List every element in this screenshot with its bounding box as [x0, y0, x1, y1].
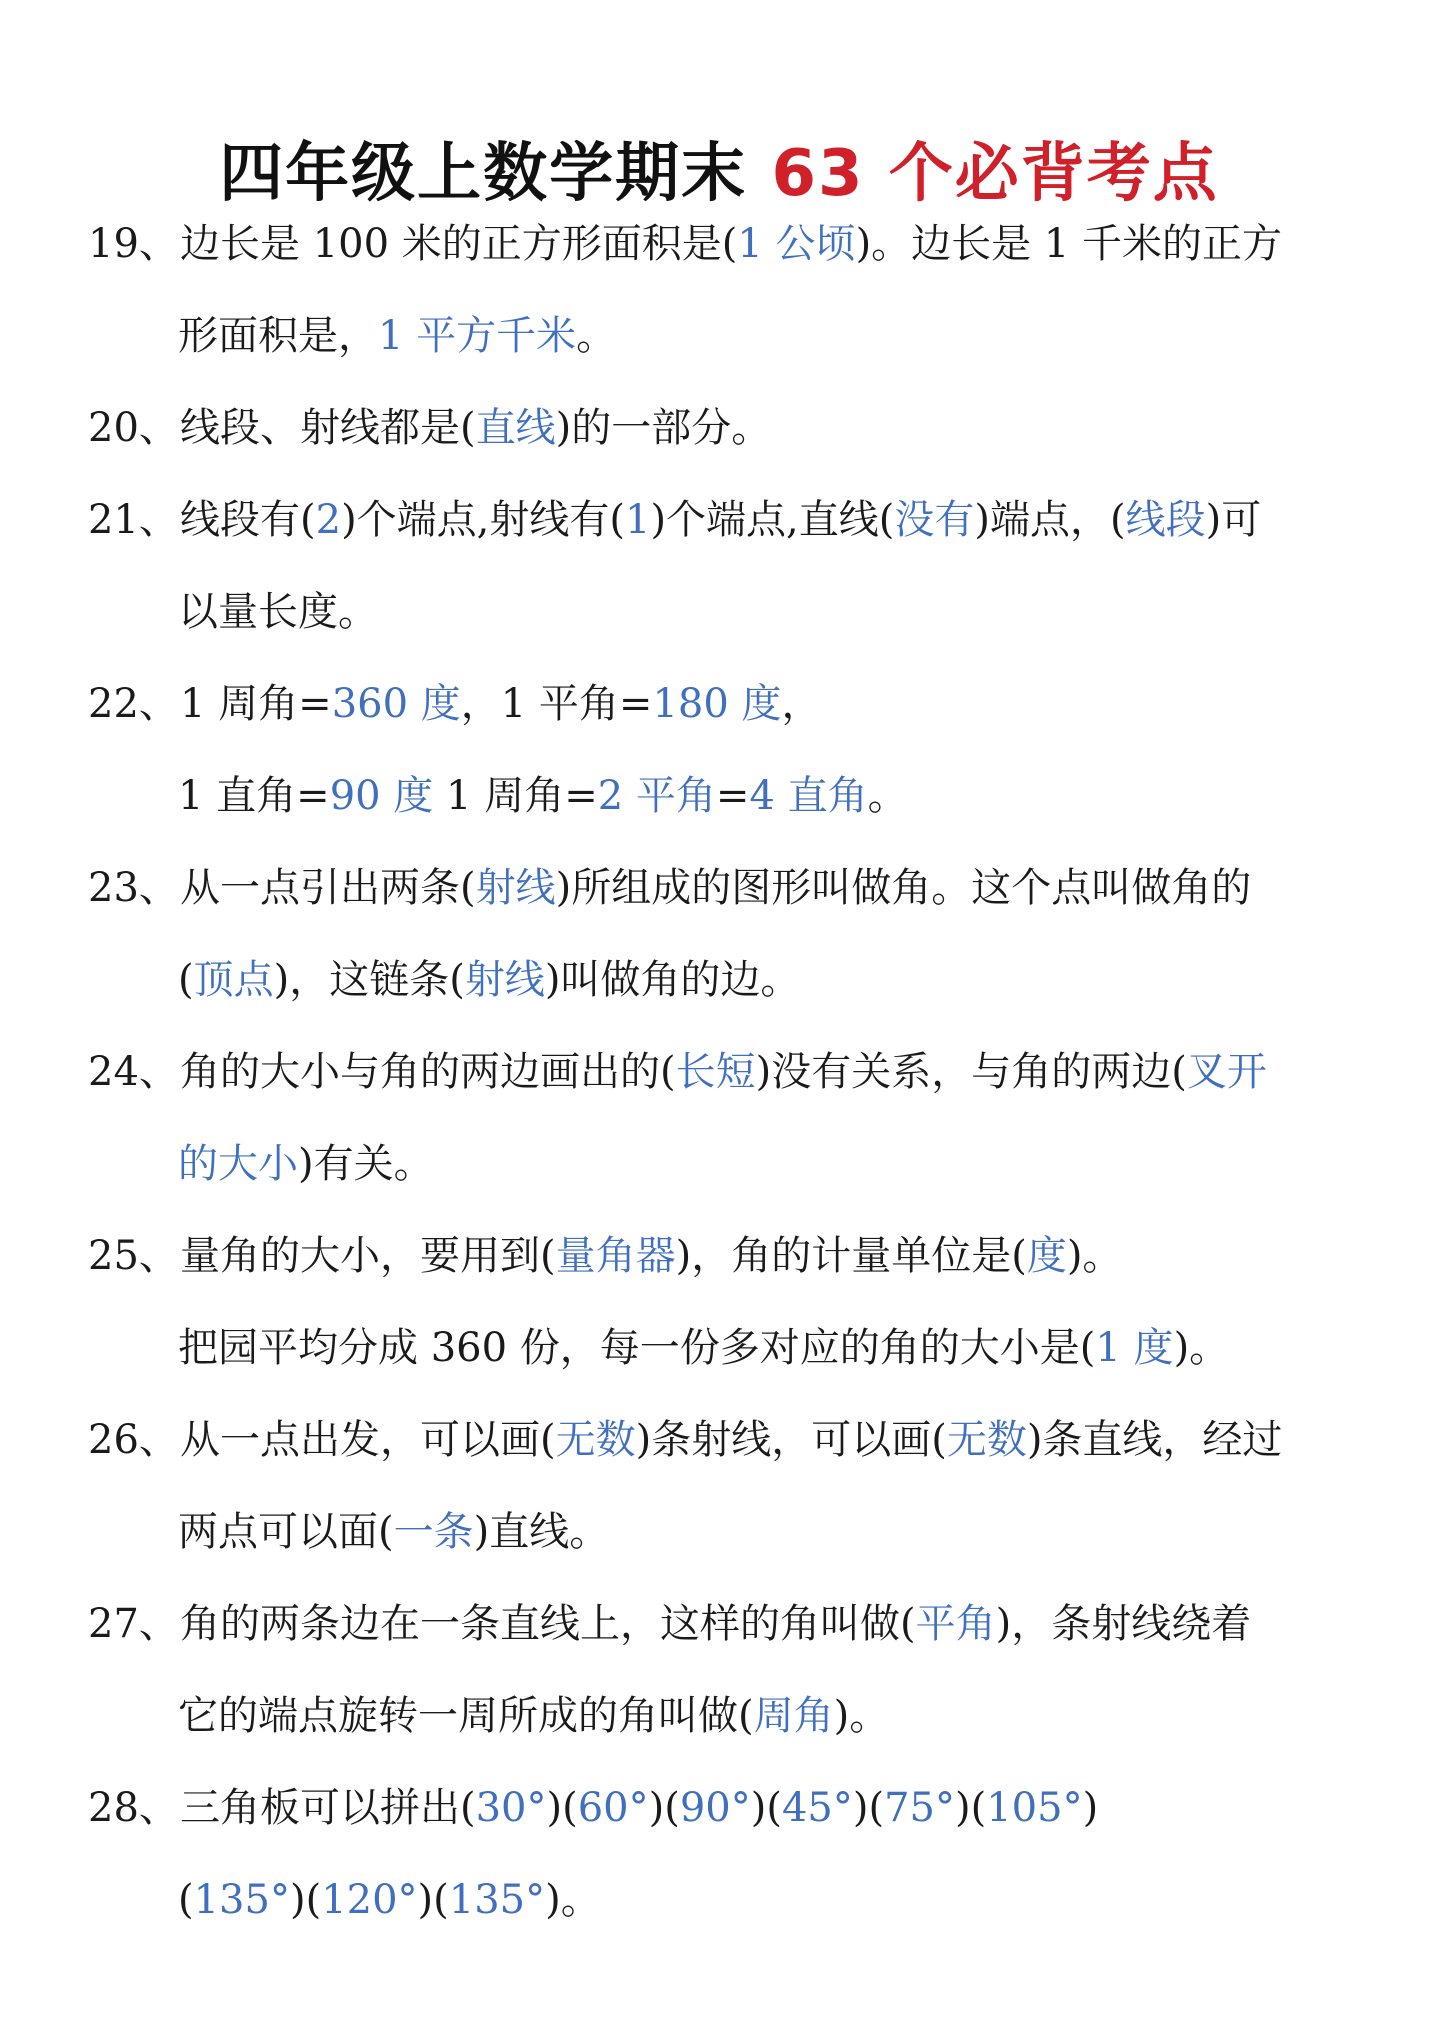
answer-text: 360 度	[331, 681, 461, 727]
answer-text: 1 度	[1095, 1325, 1174, 1371]
key-points-list	[0, 198, 1438, 1946]
statement-text: 以量长度。	[178, 589, 378, 635]
item-first-line	[0, 658, 1438, 750]
item-number-value: 28	[88, 1785, 139, 1831]
item-number-value: 22	[88, 681, 139, 727]
answer-text: 叉开	[1186, 1049, 1267, 1095]
statement-text: )。边长是 1 千米的正方	[855, 221, 1283, 267]
answer-text: 射线	[464, 957, 545, 1003]
answer-text: 没有	[894, 497, 975, 543]
item-continuation-line	[0, 1118, 1438, 1210]
item-first-line	[0, 1762, 1438, 1854]
item-continuation-line	[0, 566, 1438, 658]
answer-text: 度	[1026, 1233, 1067, 1279]
statement-text: )个端点,射线有(	[341, 497, 625, 543]
statement-text: 。	[867, 773, 908, 819]
statement-text: 1 周角=	[433, 773, 598, 819]
statement-text: )。	[833, 1693, 890, 1739]
answer-text: 75°	[884, 1785, 956, 1831]
statement-text: )(	[750, 1785, 782, 1831]
item-number-separator: 、	[138, 1049, 179, 1095]
answer-text: 90 度	[329, 773, 434, 819]
answer-text: 顶点	[193, 957, 274, 1003]
item-number-value: 27	[88, 1601, 139, 1647]
key-point-item	[0, 1394, 1438, 1578]
statement-text: )个端点,直线(	[650, 497, 895, 543]
item-continuation-line	[0, 1854, 1438, 1946]
item-first-line	[0, 474, 1438, 566]
statement-text: )(	[289, 1877, 322, 1923]
statement-text: 量角的大小，要用到(	[180, 1233, 556, 1279]
answer-text: 平角	[915, 1601, 996, 1647]
item-number-separator: 、	[138, 405, 179, 451]
answer-text: 90°	[679, 1785, 751, 1831]
answer-text: 105°	[986, 1785, 1083, 1831]
item-first-line	[0, 1026, 1438, 1118]
item-continuation-line	[0, 290, 1438, 382]
item-first-line	[0, 842, 1438, 934]
statement-text: 它的端点旋转一周所成的角叫做(	[178, 1693, 754, 1739]
statement-text: )条射线，可以画(	[635, 1417, 947, 1463]
key-point-item	[0, 1210, 1438, 1394]
key-point-item	[0, 658, 1438, 842]
key-point-item	[0, 382, 1438, 474]
statement-text: 。	[576, 313, 617, 359]
answer-text: 180 度	[652, 681, 782, 727]
item-first-line	[0, 382, 1438, 474]
statement-text: 从一点引出两条(	[180, 865, 476, 911]
statement-text: )所组成的图形叫做角。这个点叫做角的	[555, 865, 1252, 911]
statement-text: ，1 平角=	[460, 681, 653, 727]
item-number-value: 24	[88, 1049, 139, 1095]
answer-text: 4 直角	[749, 773, 868, 819]
item-first-line	[0, 198, 1438, 290]
item-number	[88, 474, 180, 566]
item-number	[88, 1578, 180, 1670]
title-highlight: 63 个必背考点	[771, 136, 1219, 211]
item-number	[88, 1394, 180, 1486]
item-number	[88, 658, 180, 750]
statement-text: )叫做角的边。	[544, 957, 801, 1003]
statement-text: )端点，(	[974, 497, 1126, 543]
statement-text: 角的大小与角的两边画出的(	[180, 1049, 676, 1095]
statement-text: )(	[648, 1785, 680, 1831]
statement-text: 三角板可以拼出(	[180, 1785, 476, 1831]
answer-text: 量角器	[555, 1233, 676, 1279]
answer-text: 射线	[475, 865, 556, 911]
item-number-value: 26	[88, 1417, 139, 1463]
key-point-item	[0, 842, 1438, 1026]
item-number-separator: 、	[138, 1233, 179, 1279]
answer-text: 直线	[475, 405, 556, 451]
statement-text: 从一点出发，可以画(	[180, 1417, 556, 1463]
item-first-line	[0, 1578, 1438, 1670]
key-point-item	[0, 198, 1438, 382]
statement-text: ，	[781, 681, 822, 727]
item-number-separator: 、	[138, 1785, 179, 1831]
item-first-line	[0, 1394, 1438, 1486]
item-number-separator: 、	[138, 1417, 179, 1463]
answer-text: 2 平角	[597, 773, 716, 819]
statement-text: (	[178, 957, 194, 1003]
statement-text: )可	[1205, 497, 1262, 543]
item-number	[88, 1762, 180, 1854]
statement-text: 两点可以面(	[178, 1509, 394, 1555]
item-number-value: 25	[88, 1233, 139, 1279]
statement-text: )条直线，经过	[1026, 1417, 1283, 1463]
answer-text: 1 公顷	[737, 221, 856, 267]
key-point-item	[0, 1762, 1438, 1946]
item-continuation-line	[0, 1486, 1438, 1578]
key-point-item	[0, 1578, 1438, 1762]
statement-text: 1 周角=	[180, 681, 332, 727]
item-number	[88, 198, 180, 290]
answer-text: 120°	[321, 1877, 418, 1923]
item-continuation-line	[0, 750, 1438, 842]
key-point-item	[0, 1026, 1438, 1210]
statement-text: 边长是 100 米的正方形面积是(	[180, 221, 738, 267]
answer-text: 1 平方千米	[378, 313, 577, 359]
answer-text: 30°	[475, 1785, 547, 1831]
item-first-line	[0, 1210, 1438, 1302]
statement-text: (	[178, 1877, 194, 1923]
item-number-separator: 、	[138, 1601, 179, 1647]
answer-text: 135°	[193, 1877, 290, 1923]
item-continuation-line	[0, 1670, 1438, 1762]
statement-text: )，角的计量单位是(	[675, 1233, 1027, 1279]
answer-text: 135°	[448, 1877, 546, 1923]
statement-text: )	[1082, 1785, 1099, 1831]
statement-text: 角的两条边在一条直线上，这样的角叫做(	[180, 1601, 916, 1647]
item-number-separator: 、	[138, 497, 179, 543]
answer-text: 无数	[946, 1417, 1027, 1463]
item-number	[88, 1210, 180, 1302]
statement-text: )直线。	[473, 1509, 610, 1555]
statement-text: )。	[1173, 1325, 1230, 1371]
statement-text: )(	[417, 1877, 449, 1923]
statement-text: )。	[545, 1877, 601, 1923]
item-number-value: 21	[88, 497, 139, 543]
item-number-value: 23	[88, 865, 139, 911]
answer-text: 长短	[675, 1049, 756, 1095]
item-number-separator: 、	[138, 865, 179, 911]
statement-text: )(	[852, 1785, 885, 1831]
item-continuation-line	[0, 934, 1438, 1026]
statement-text: )没有关系，与角的两边(	[755, 1049, 1187, 1095]
item-number-separator: 、	[138, 681, 179, 727]
statement-text: 形面积是，	[178, 313, 378, 359]
item-number	[88, 1026, 180, 1118]
answer-text: 的大小	[178, 1141, 298, 1187]
item-number	[88, 842, 180, 934]
item-number-value: 19	[88, 221, 139, 267]
statement-text: )(	[546, 1785, 578, 1831]
item-number	[88, 382, 180, 474]
statement-text: )，这链条(	[273, 957, 465, 1003]
item-continuation-line	[0, 1302, 1438, 1394]
statement-text: )的一部分。	[555, 405, 772, 451]
statement-text: 线段有(	[180, 497, 316, 543]
answer-text: 无数	[555, 1417, 636, 1463]
statement-text: 1 直角=	[178, 773, 330, 819]
title-main: 四年级上数学期末	[219, 136, 772, 211]
statement-text: 把园平均分成 360 份，每一份多对应的角的大小是(	[178, 1325, 1096, 1371]
answer-text: 一条	[393, 1509, 474, 1555]
statement-text: 线段、射线都是(	[180, 405, 476, 451]
item-number-separator: 、	[138, 221, 179, 267]
answer-text: 2	[315, 497, 342, 543]
statement-text: )有关。	[298, 1141, 434, 1187]
answer-text: 线段	[1125, 497, 1206, 543]
item-number-value: 20	[88, 405, 139, 451]
key-point-item	[0, 474, 1438, 658]
answer-text: 周角	[753, 1693, 834, 1739]
answer-text: 60°	[577, 1785, 649, 1831]
statement-text: )，条射线绕着	[995, 1601, 1252, 1647]
answer-text: 45°	[781, 1785, 853, 1831]
statement-text: =	[715, 773, 750, 819]
statement-text: )。	[1066, 1233, 1123, 1279]
answer-text: 1	[625, 497, 651, 543]
statement-text: )(	[955, 1785, 987, 1831]
